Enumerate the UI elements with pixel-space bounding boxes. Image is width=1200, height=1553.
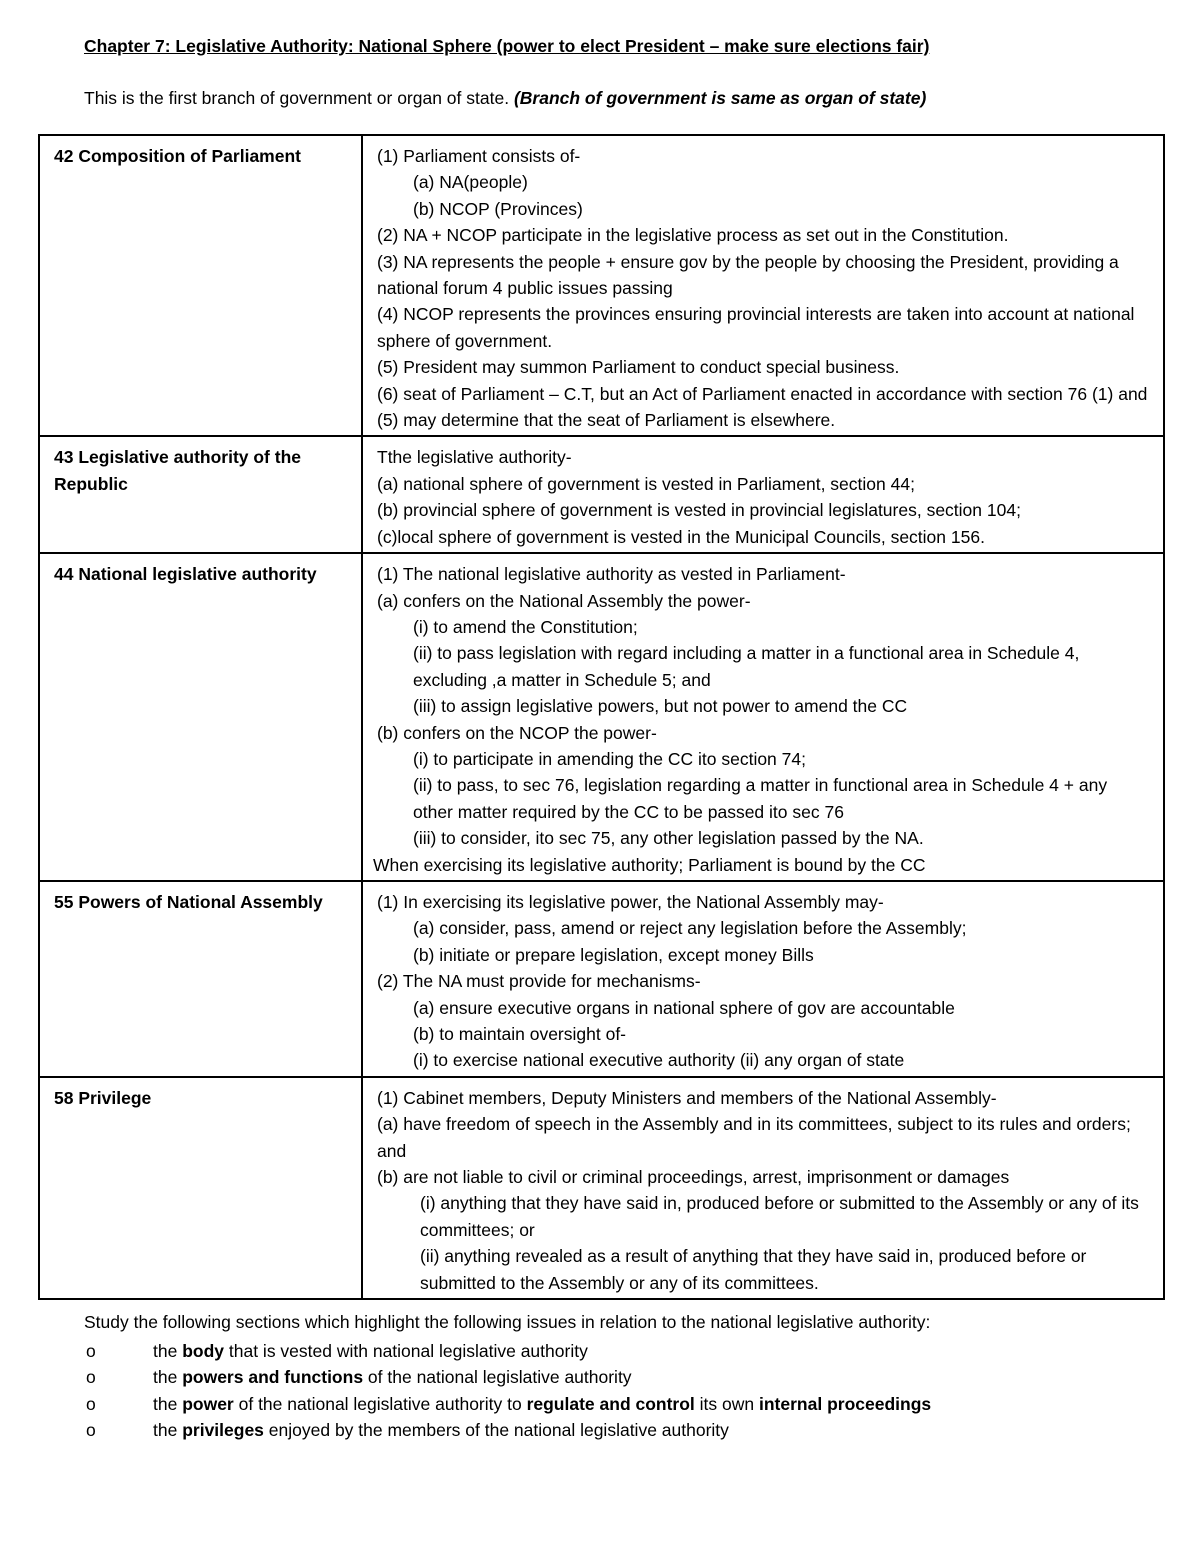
content-line: (a) ensure executive organs in national sphere of gov are accountable <box>413 997 955 1018</box>
table-row <box>39 881 1164 1077</box>
content-line: (1) In exercising its legislative power, the National Assembly may- <box>377 891 884 912</box>
content-line: (i) anything that they have said in, produced before or submitted to the Assembly or any of its committees; or <box>420 1193 1139 1240</box>
content-line: (ii) to pass legislation with regard including a matter in a functional area in Schedule 4, excluding ,a matter in Schedule 5; and <box>413 643 1080 690</box>
content-line: (a) have freedom of speech in the Assembly and in its committees, subject to its rules and orders; and <box>377 1114 1131 1161</box>
content-line: (2) NA + NCOP participate in the legislative process as set out in the Constitution. <box>377 225 1009 246</box>
section-content <box>362 1077 1164 1299</box>
content-line: (iii) to assign legislative powers, but not power to amend the CC <box>413 696 908 717</box>
content-line: Tthe legislative authority- <box>377 447 572 468</box>
list-item-text: the privileges enjoyed by the members of the national legislative authority <box>153 1419 729 1440</box>
section-heading: 43 Legislative authority of the Republic <box>39 436 362 553</box>
content-line: (iii) to consider, ito sec 75, any other legislation passed by the NA. <box>413 828 924 849</box>
bullet-mark: o <box>86 1393 96 1414</box>
content-line: (ii) anything revealed as a result of anything that they have said in, produced before or submitted to the Assembly or any of its committees. <box>420 1246 1087 1293</box>
bullet-mark: o <box>86 1419 96 1440</box>
bullet-mark: o <box>86 1367 96 1388</box>
section-heading: 58 Privilege <box>39 1077 362 1299</box>
table-row <box>39 1077 1164 1299</box>
section-content <box>362 553 1164 881</box>
section-content <box>362 881 1164 1077</box>
study-intro: Study the following sections which highlight the following issues in relation to the national legislative authority: <box>84 1312 931 1332</box>
list-item-text: the body that is vested with national legislative authority <box>153 1341 588 1361</box>
content-line: (ii) to pass, to sec 76, legislation regarding a matter in functional area in Schedule 4 + any other matter required by the CC to be passed ito sec 76 <box>413 775 1108 822</box>
content-line: (1) The national legislative authority as vested in Parliament- <box>377 564 846 585</box>
intro-paragraph <box>84 88 926 109</box>
content-line: (4) NCOP represents the provinces ensuring provincial interests are taken into account at national sphere of government. <box>377 304 1135 351</box>
content-line: (b) to maintain oversight of- <box>413 1024 627 1044</box>
list-item-text: the powers and functions of the national legislative authority <box>153 1367 632 1388</box>
content-line: (a) consider, pass, amend or reject any legislation before the Assembly; <box>413 918 967 939</box>
content-line: (1) Cabinet members, Deputy Ministers and members of the National Assembly- <box>377 1087 997 1108</box>
sections-table <box>38 134 1165 1300</box>
bullet-mark: o <box>86 1341 96 1361</box>
table-row <box>39 135 1164 436</box>
section-heading: 55 Powers of National Assembly <box>39 881 362 1077</box>
content-line: (2) The NA must provide for mechanisms- <box>377 971 701 992</box>
section-heading: 44 National legislative authority <box>39 553 362 881</box>
intro-note: (Branch of government is same as organ of state) <box>513 88 927 108</box>
content-line: (i) to participate in amending the CC ito section 74; <box>413 748 806 769</box>
chapter-title: Chapter 7: Legislative Authority: National Sphere (power to elect President – make sure elections fair) <box>84 36 930 56</box>
content-line: (b) are not liable to civil or criminal proceedings, arrest, imprisonment or damages <box>377 1167 1010 1188</box>
content-line: (b) provincial sphere of government is vested in provincial legislatures, section 104; <box>377 500 1021 521</box>
content-line: (a) NA(people) <box>413 172 528 193</box>
content-line: (i) to amend the Constitution; <box>413 616 638 637</box>
table-row <box>39 553 1164 881</box>
content-line: (6) seat of Parliament – C.T, but an Act of Parliament enacted in accordance with section 76 (1) and (5) may determine that the seat of Parliament is elsewhere. <box>377 383 1148 431</box>
content-line: (5) President may summon Parliament to conduct special business. <box>377 357 900 378</box>
content-line: (a) confers on the National Assembly the power- <box>377 590 751 611</box>
content-line: (a) national sphere of government is vested in Parliament, section 44; <box>377 473 915 494</box>
content-line: When exercising its legislative authority; Parliament is bound by the CC <box>373 854 926 875</box>
intro-text: This is the first branch of government or organ of state. <box>84 88 510 108</box>
list-item-text: the power of the national legislative authority to regulate and control its own internal proceedings <box>153 1393 932 1414</box>
content-line: (i) to exercise national executive authority (ii) any organ of state <box>413 1050 905 1071</box>
content-line: (c)local sphere of government is vested in the Municipal Councils, section 156. <box>377 526 985 547</box>
content-line: (3) NA represents the people + ensure gov by the people by choosing the President, providing a national forum 4 public issues passing <box>377 251 1119 299</box>
content-line: (b) confers on the NCOP the power- <box>377 722 657 743</box>
content-line: (b) initiate or prepare legislation, except money Bills <box>413 944 814 965</box>
table-row <box>39 436 1164 553</box>
content-line: (b) NCOP (Provinces) <box>413 198 583 219</box>
section-heading: 42 Composition of Parliament <box>39 135 362 436</box>
section-content <box>362 135 1164 436</box>
section-content <box>362 436 1164 553</box>
content-line: (1) Parliament consists of- <box>377 146 581 166</box>
